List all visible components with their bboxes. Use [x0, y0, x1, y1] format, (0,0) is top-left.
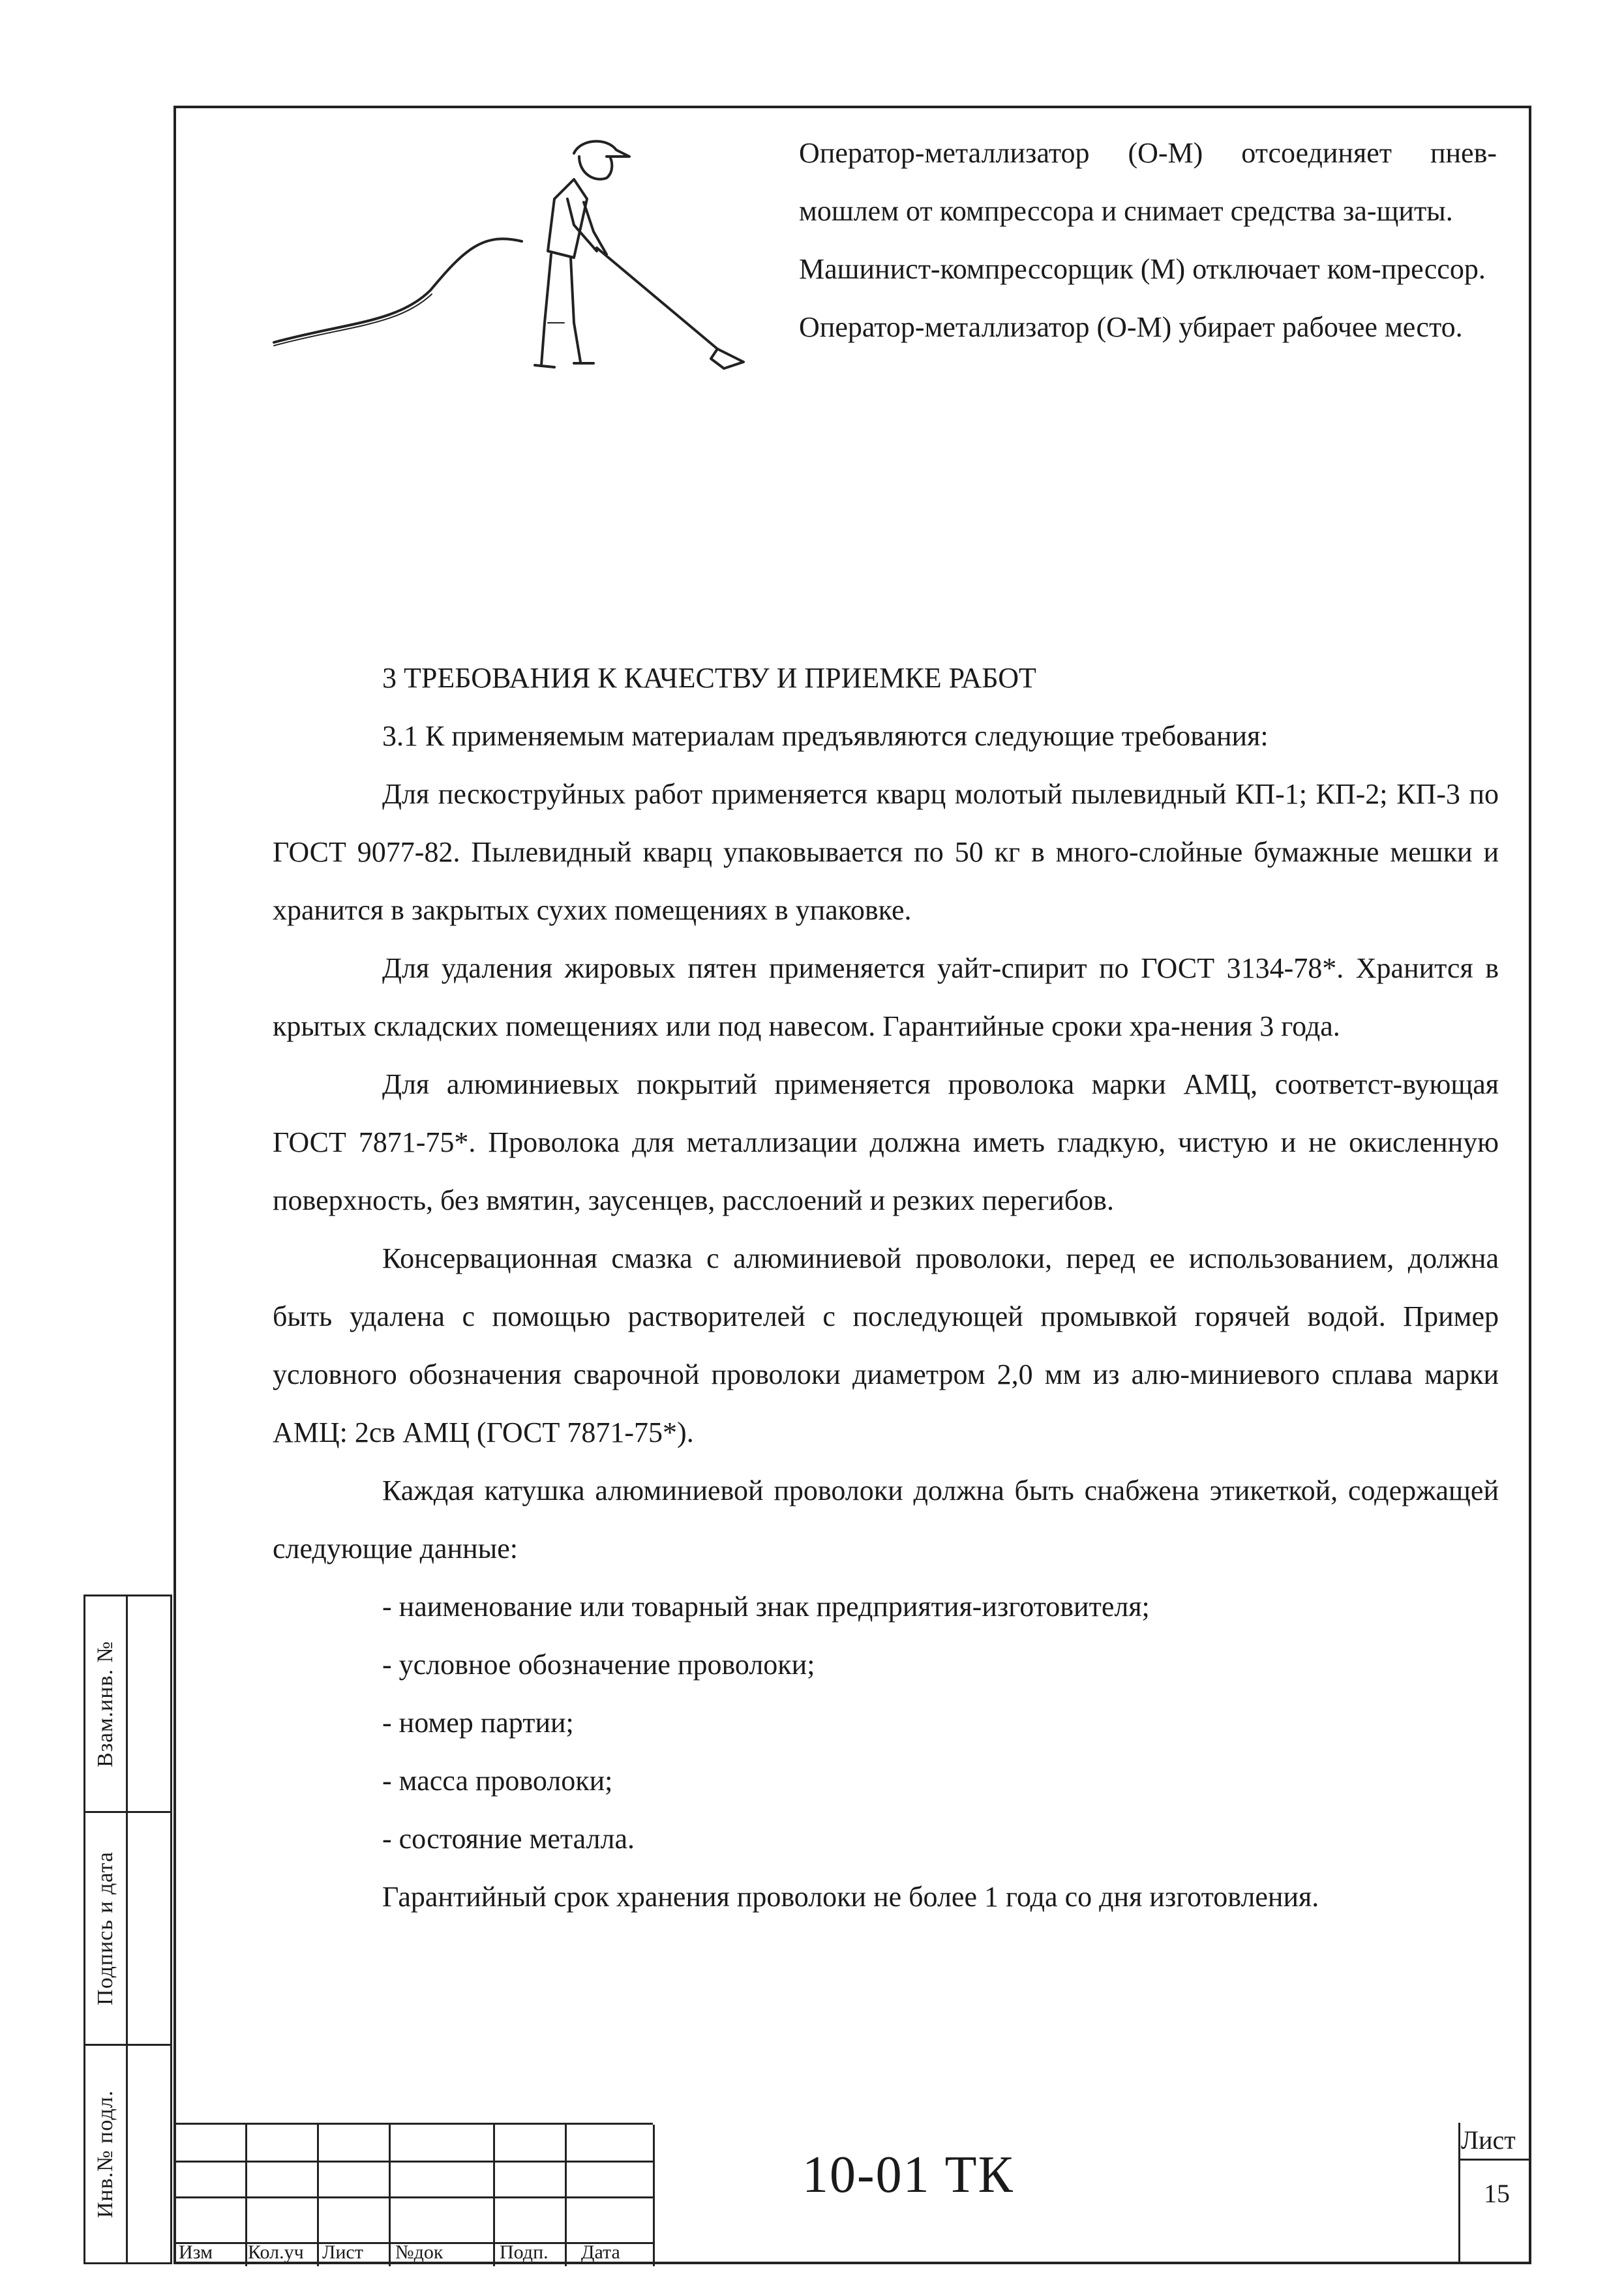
header-kol-uch: Кол.уч: [248, 2241, 304, 2263]
list-item: - масса проволоки;: [382, 1765, 613, 1797]
side-cell-inv: [83, 2044, 172, 2264]
list-item: - наименование или товарный знак предприятия-изготовителя;: [382, 1591, 1150, 1623]
side-stamp: [83, 1595, 173, 2264]
side-cell-vzam: [83, 1595, 172, 1813]
sheet-label: Лист: [1461, 2125, 1516, 2155]
list-item: - условное обозначение проволоки;: [382, 1649, 815, 1681]
side-label-podpis: Подпись и дата: [93, 1851, 117, 2005]
body-paragraph: Для алюминиевых покрытий применяется проволока марки АМЦ, соответст-вующая ГОСТ 7871-75*. Проволока для металлизации должна иметь гладкую, чистую и не окисленную поверхность, без вмятин, заусенцев, расслоений и резких перегибов.: [273, 1068, 1499, 1216]
top-paragraph: Оператор-металлизатор (О-М) отсоединяет пнев-мошлем от компрессора и снимает средства за-щиты.: [799, 137, 1497, 227]
sheet-number: 15: [1484, 2179, 1510, 2208]
document-code: 10-01 ТК: [802, 2146, 1014, 2204]
body-paragraph: Каждая катушка алюминиевой проволоки должна быть снабжена этикеткой, содержащей следующие данные:: [273, 1475, 1499, 1565]
body-paragraph: 3.1 К применяемым материалам предъявляются следующие требования:: [382, 720, 1269, 752]
header-list: Лист: [322, 2241, 363, 2263]
body-text: [273, 649, 1499, 1926]
list-item: - номер партии;: [382, 1707, 574, 1739]
header-podp: Подп.: [500, 2241, 549, 2263]
body-paragraph: Консервационная смазка с алюминиевой проволоки, перед ее использованием, должна быть удалена с помощью растворителей с последующей промывкой горячей водой. Пример условного обозначения сварочной проволоки диаметром 2,0 мм из алю-миниевого сплава марки АМЦ: 2св АМЦ (ГОСТ 7871-75*).: [273, 1242, 1499, 1448]
list-item: - состояние металла.: [382, 1823, 635, 1855]
section-heading: 3 ТРЕБОВАНИЯ К КАЧЕСТВУ И ПРИЕМКЕ РАБОТ: [382, 662, 1036, 694]
header-izm: Изм: [179, 2241, 213, 2263]
body-paragraph: Для пескоструйных работ применяется кварц молотый пылевидный КП-1; КП-2; КП-3 по ГОСТ 9077-82. Пылевидный кварц упаковывается по 50 кг в много-слойные бумажные мешки и хранится в закрытых сухих помещениях в упаковке.: [273, 778, 1499, 926]
header-ndok: №док: [395, 2241, 444, 2263]
body-paragraph: Гарантийный срок хранения проволоки не более 1 года со дня изготовления.: [382, 1881, 1319, 1913]
top-text-block: [799, 124, 1497, 356]
body-paragraph: Для удаления жировых пятен применяется уайт-спирит по ГОСТ 3134-78*. Хранится в крытых складских помещениях или под навесом. Гарантийные сроки хра-нения 3 года.: [273, 952, 1499, 1042]
top-paragraph: Машинист-компрессорщик (М) отключает ком-прессор.: [799, 253, 1486, 285]
side-label-inv: Инв.№ подл.: [93, 2089, 118, 2219]
top-paragraph: Оператор-металлизатор (О-М) убирает рабочее место.: [799, 311, 1463, 343]
worker-illustration: [267, 127, 763, 388]
side-label-vzam: Взам.инв. №: [93, 1640, 118, 1767]
title-block-headers: [173, 2240, 653, 2264]
side-cell-podpis: [83, 1811, 172, 2046]
header-data: Дата: [581, 2241, 620, 2263]
